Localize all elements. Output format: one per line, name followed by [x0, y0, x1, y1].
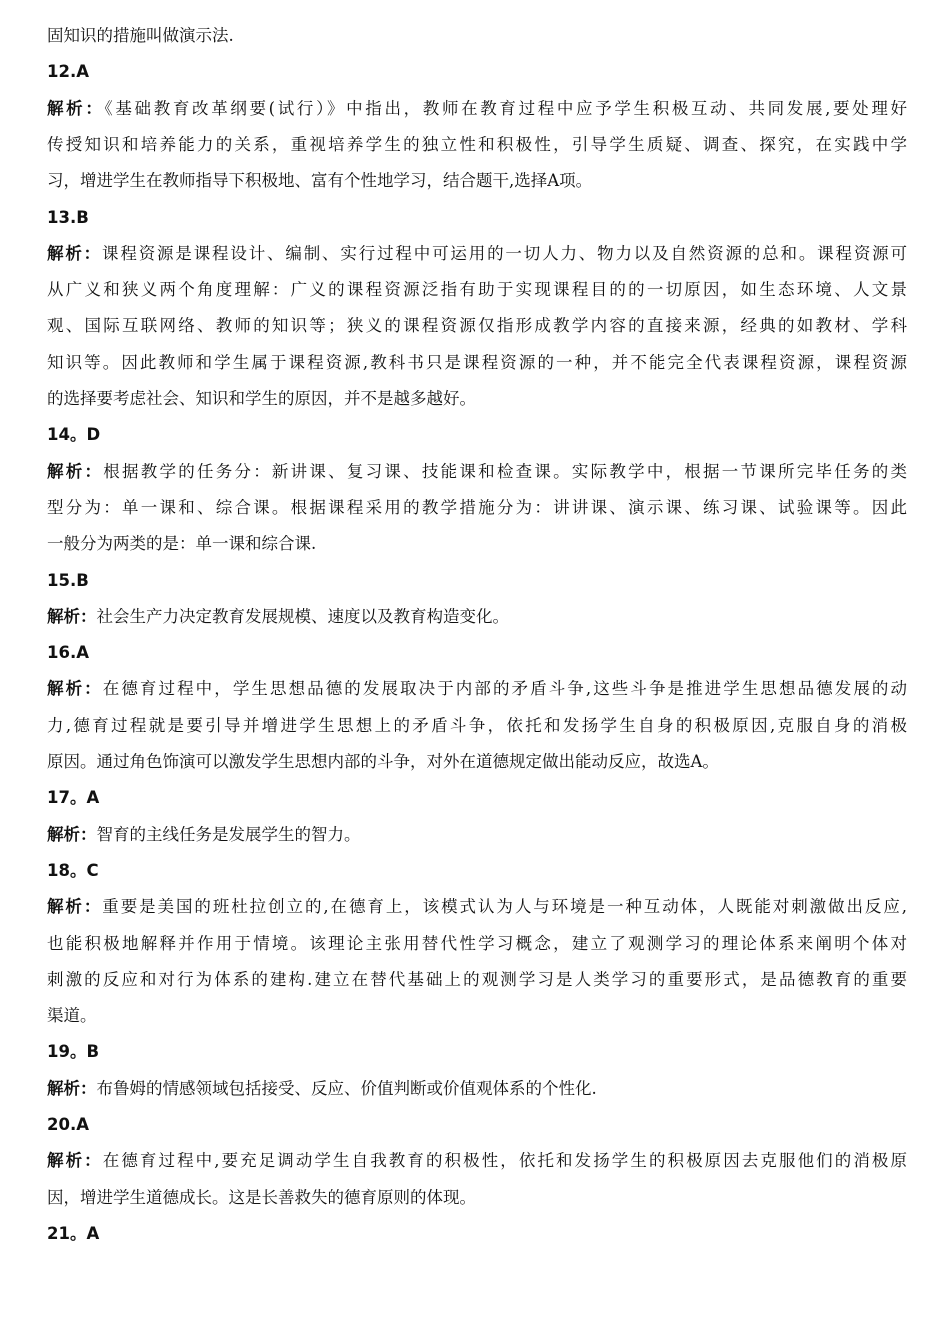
question-number [47, 787, 907, 809]
body-text-line: 一般分为两类的是：单一课和综合课. [47, 534, 317, 554]
explanation-line [47, 243, 907, 265]
body-text-line: 原因。通过角色饰演可以激发学生思想内部的斗争，对外在道德规定做出能动反应，故选A。 [47, 752, 719, 771]
explanation-label: 解析： [47, 679, 103, 699]
question-number [47, 61, 907, 83]
body-text-line: 从广义和狭义两个角度理解：广义的课程资源泛指有助于实现课程目的的一切原因，如生态环境、人文景 [47, 280, 907, 300]
explanation-label: 解析： [47, 606, 97, 626]
answer-key: 18。C [47, 860, 99, 880]
explanation-label: 解析： [47, 824, 97, 844]
explanation-text: 社会生产力决定教育发展规模、速度以及教育构造变化。 [96, 606, 509, 626]
question-number [47, 207, 907, 229]
answer-key: 12.A [47, 62, 89, 82]
answer-key: 14。D [47, 425, 101, 445]
body-text-line: 知识等。因此教师和学生属于课程资源,教科书只是课程资源的一种，并不能完全代表课程资源，课程资源 [47, 352, 907, 372]
explanation-text: 《基础教育改革纲要(试行）》中指出，教师在教育过程中应予学生积极互动、共同发展,要处理好 [104, 98, 907, 118]
answer-key: 17。A [47, 788, 100, 808]
question-number [47, 570, 907, 592]
explanation-line [47, 678, 907, 700]
explanation-label: 解析： [47, 243, 103, 263]
answer-key: 20.A [47, 1115, 89, 1134]
explanation-line [47, 896, 907, 918]
explanation-text: 在德育过程中，学生思想品德的发展取决于内部的矛盾斗争,这些斗争是推进学生思想品德发展的动 [102, 679, 907, 699]
question-number [47, 860, 907, 882]
body-text-line: 力,德育过程就是要引导并增进学生思想上的矛盾斗争，依托和发扬学生自身的积极原因,克服自身的消极 [47, 715, 907, 735]
answer-key: 13.B [47, 207, 89, 227]
explanation-text: 智育的主线任务是发展学生的智力。 [96, 824, 361, 844]
body-text-line: 的选择要考虑社会、知识和学生的原因，并不是越多越好。 [47, 389, 476, 408]
explanation-line [47, 824, 907, 846]
explanation-label: 解析： [47, 897, 103, 917]
body-text-line: 因，增进学生道德成长。这是长善救失的德育原则的体现。 [47, 1187, 476, 1207]
explanation-text: 布鲁姆的情感领域包括接受、反应、价值判断或价值观体系的个性化. [96, 1078, 597, 1098]
question-number [47, 1223, 907, 1245]
body-text-line: 习，增进学生在教师指导下积极地、富有个性地学习，结合题干,选择A项。 [47, 171, 593, 191]
question-number [47, 642, 907, 664]
body-text-line: 刺激的反应和对行为体系的建构.建立在替代基础上的观测学习是人类学习的重要形式，是品德教育的重要 [47, 969, 907, 989]
explanation-text: 根据教学的任务分：新讲课、复习课、技能课和检查课。实际教学中，根据一节课所完毕任务的类 [103, 461, 907, 481]
explanation-text: 课程资源是课程设计、编制、实行过程中可运用的一切人力、物力以及自然资源的总和。课程资源可 [102, 243, 907, 263]
answer-key: 19。B [47, 1042, 100, 1062]
answer-key: 21。A [47, 1223, 100, 1243]
explanation-line [47, 461, 907, 483]
question-number [47, 424, 907, 446]
answer-key: 16.A [47, 643, 89, 663]
explanation-label: 解析： [47, 461, 104, 481]
explanation-label: 解析： [47, 1151, 103, 1171]
body-text-line: 型分为：单一课和、综合课。根据课程采用的教学措施分为：讲讲课、演示课、练习课、试验课等。因此 [47, 497, 907, 517]
answer-key: 15.B [47, 570, 89, 590]
explanation-line [47, 1078, 907, 1100]
explanation-line [47, 1150, 907, 1172]
explanation-line [47, 606, 907, 628]
body-text-line: 传授知识和培养能力的关系，重视培养学生的独立性和积极性，引导学生质疑、调查、探究，在实践中学 [47, 134, 907, 154]
explanation-line [47, 98, 907, 120]
body-text-line: 固知识的措施叫做演示法. [47, 26, 234, 45]
body-text-line: 渠道。 [47, 1006, 97, 1026]
explanation-label: 解析： [47, 1078, 97, 1098]
explanation-text: 重要是美国的班杜拉创立的,在德育上，该模式认为人与环境是一种互动体，人既能对刺激做出反应, [102, 897, 907, 917]
explanation-label: 解析： [47, 98, 105, 118]
question-number [47, 1041, 907, 1063]
explanation-text: 在德育过程中,要充足调动学生自我教育的积极性，依托和发扬学生的积极原因去克服他们的消极原 [102, 1151, 907, 1171]
body-text-line: 观、国际互联网络、教师的知识等；狭义的课程资源仅指形成教学内容的直接来源，经典的如教材、学科 [47, 316, 907, 336]
question-number [47, 1114, 907, 1136]
body-text-line: 也能积极地解释并作用于情境。该理论主张用替代性学习概念，建立了观测学习的理论体系来阐明个体对 [47, 933, 907, 953]
